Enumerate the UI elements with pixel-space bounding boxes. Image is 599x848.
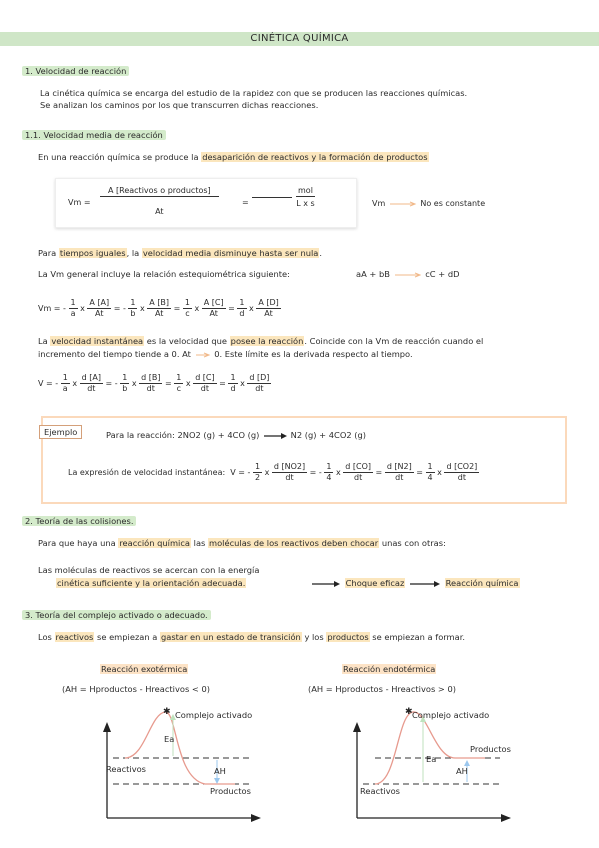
section-3-heading: 3. Teoría del complejo activado o adecuado. (22, 610, 211, 620)
s11-vm-general: La Vm general incluye la relación estequiométrica siguiente: (38, 269, 290, 279)
arrow-right-icon (408, 581, 442, 587)
svg-text:✱: ✱ (405, 707, 413, 717)
s11-instantanea-1: La velocidad instantánea es la velocidad que posee la reacción. Coincide con la Vm de reacción cuando el (38, 336, 484, 346)
section-1-1-heading: 1.1. Velocidad media de reacción (22, 130, 166, 140)
vm-not-constant: Vm No es constante (372, 199, 486, 208)
section-2-heading: 2. Teoría de las colisiones. (22, 516, 136, 526)
endo-formula: (AH = Hproductos - Hreactivos > 0) (308, 684, 457, 694)
s2-line-2: cinética suficiente y la orientación adecuada. (57, 578, 246, 588)
s2-paragraph: Para que haya una reacción química las moléculas de los reactivos deben chocar unas con otras: (38, 538, 446, 548)
exo-title: Reacción exotérmica (101, 664, 188, 674)
page-title: CINÉTICA QUÍMICA (250, 33, 349, 44)
section-1-heading: 1. Velocidad de reacción (22, 66, 129, 76)
v-instant-equation: V = - $\frac{1}{a}$ x $\frac{d [A]}{dt}$ = - $\frac{1}{b}$ x $\frac{d [B]}{dt}$ = $\frac{1}{c}$ x $\frac{d [C]}{dt}$ = $\frac{1}{d}$ x $\frac{d [D]}{dt}$ (38, 373, 270, 393)
s11-tiempos-iguales: Para tiempos iguales, la velocidad media disminuye hasta ser nula. (38, 248, 322, 258)
endo-complejo-label: Complejo activado (412, 710, 490, 720)
s11-intro: En una reacción química se produce la desaparición de reactivos y la formación de productos (38, 152, 428, 162)
endo-title: Reacción endotérmica (343, 664, 436, 674)
svg-text:✱: ✱ (163, 707, 171, 717)
s11-reaction: aA + bB cC + dD (356, 269, 460, 279)
exo-ea-label: Ea (164, 734, 175, 744)
vm-general-equation: Vm = - $\frac{1}{a}$ x $\frac{A [A]}{At}$ = - $\frac{1}{b}$ x $\frac{A [B]}{At}$ = $\frac{1}{c}$ x $\frac{A [C]}{At}$ = $\frac{1}{d}$ x $\frac{A [D]}{At}$ (38, 298, 279, 318)
endo-ea-label: Ea (426, 754, 437, 764)
vm-dash (252, 197, 292, 198)
arrow-right-icon (312, 581, 342, 587)
exo-formula: (AH = Hproductos - Hreactivos < 0) (62, 684, 211, 694)
exo-reactivos-label: Reactivos (106, 764, 147, 774)
endo-ah-label: AH (456, 766, 468, 776)
s1-paragraph-1: La cinética química se encarga del estudio de la rapidez con que se producen las reacciones químicas. (40, 88, 468, 98)
example-reaction: Para la reacción: 2NO2 (g) + 4CO (g) N2 (g) + 4CO2 (g) (106, 430, 367, 440)
arrow-right-icon (194, 352, 212, 358)
exo-productos-label: Productos (210, 786, 251, 796)
example-label: Ejemplo (39, 425, 82, 439)
example-expression: La expresión de velocidad instantánea: V = - $\frac{1}{2}$ x $\frac{d [NO2]}{dt}$ = - $\frac{1}{4}$ x $\frac{d [CO]}{dt}$ = $\frac{d [N2]}{dt}$ = $\frac{1}{4}$ x $\frac{d [CO2]}{dt}$ (68, 462, 478, 482)
endo-reactivos-label: Reactivos (360, 786, 401, 796)
s2-line-1: Las moléculas de reactivos se acercan con la energía (38, 565, 260, 575)
exo-ah-label: AH (214, 766, 226, 776)
s11-instantanea-2: incremento del tiempo tiende a 0. At 0. Este límite es la derivada respecto al tiempo. (38, 349, 413, 359)
arrow-right-icon (262, 433, 288, 439)
arrow-right-icon (393, 272, 423, 278)
s3-paragraph: Los reactivos se empiezan a gastar en un estado de transición y los productos se empiezan a formar. (38, 632, 465, 642)
vm-units: $\frac{\text{mol}}{\text{L x s}}$ (296, 186, 315, 208)
vm-equals: = (242, 198, 249, 207)
exo-complejo-label: Complejo activado (175, 710, 253, 720)
s1-paragraph-2: Se analizan los caminos por los que transcurren dichas reacciones. (40, 100, 319, 110)
s2-choque-flow: Choque eficaz Reacción química (312, 578, 520, 588)
endo-productos-label: Productos (470, 744, 511, 754)
arrow-right-icon (388, 201, 418, 207)
vm-symbol: Vm = (68, 198, 91, 207)
vm-fraction: $\frac{\text{A [Reactivos o productos]}}{At}$ (100, 186, 219, 217)
